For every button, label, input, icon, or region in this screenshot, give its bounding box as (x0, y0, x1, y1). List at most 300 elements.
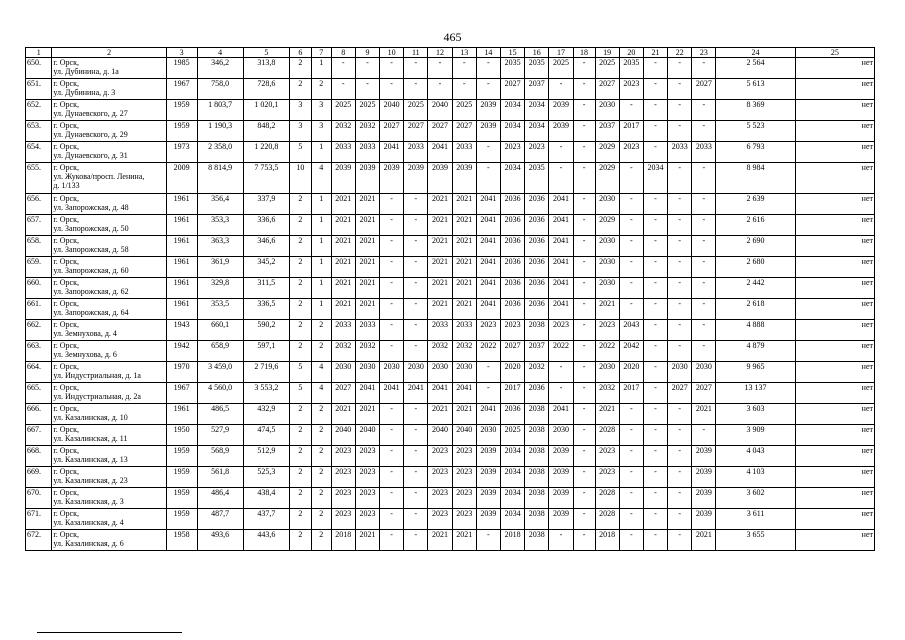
table-cell: - (404, 215, 428, 236)
table-cell: 2042 (619, 341, 643, 362)
address-line: г. Орск, (53, 446, 79, 455)
table-cell: 2039 (355, 163, 379, 194)
table-cell: 353,5 (197, 299, 243, 320)
table-cell: - (619, 299, 643, 320)
table-cell: 2027 (452, 121, 476, 142)
table-cell: - (331, 58, 355, 79)
table-cell: 590,2 (243, 320, 289, 341)
table-cell: 2023 (619, 79, 643, 100)
table-cell: 2036 (525, 299, 549, 320)
table-cell: - (380, 194, 404, 215)
table-cell: 2021 (355, 194, 379, 215)
table-cell: - (573, 446, 595, 467)
table-cell: - (643, 383, 667, 404)
table-cell: 2021 (331, 215, 355, 236)
table-cell: 2033 (452, 320, 476, 341)
table-cell: 2022 (595, 341, 619, 362)
table-row (26, 488, 875, 509)
table-cell: 2023 (331, 488, 355, 509)
table-cell: - (549, 530, 573, 551)
table-cell: 2033 (355, 320, 379, 341)
table-cell: 2041 (404, 383, 428, 404)
table-cell: 2021 (428, 278, 452, 299)
table-cell: 2034 (500, 467, 524, 488)
table-cell: - (668, 509, 692, 530)
table-cell: 2040 (428, 425, 452, 446)
table-cell: - (452, 58, 476, 79)
table-cell: 2023 (452, 488, 476, 509)
table-cell: 2021 (595, 299, 619, 320)
table-cell: 2029 (595, 163, 619, 194)
table-cell: 2 (289, 341, 311, 362)
table-row (26, 299, 875, 320)
table-cell: - (668, 58, 692, 79)
address-line: г. Орск, (53, 58, 79, 67)
table-cell: 2036 (500, 194, 524, 215)
table-cell: - (643, 58, 667, 79)
table-cell: 2 (311, 79, 331, 100)
table-cell: 1 (311, 278, 331, 299)
table-cell: - (692, 58, 716, 79)
table-row (26, 362, 875, 383)
table-cell: 2023 (355, 509, 379, 530)
table-row (26, 163, 875, 194)
table-cell: 2021 (428, 530, 452, 551)
table-cell: - (619, 488, 643, 509)
table-cell: 3 (311, 121, 331, 142)
table-cell: 2033 (355, 142, 379, 163)
table-cell: 2033 (452, 142, 476, 163)
row-number: 660. (26, 278, 52, 299)
table-cell: 2027 (668, 383, 692, 404)
table-cell: - (619, 236, 643, 257)
table-cell: - (380, 467, 404, 488)
table-cell: 2038 (525, 509, 549, 530)
table-cell: 2 358,0 (197, 142, 243, 163)
address-line: ул. Дунаевского, д. 29 (53, 130, 128, 139)
table-cell: 527,9 (197, 425, 243, 446)
table-cell: - (573, 142, 595, 163)
table-cell: 1958 (166, 530, 197, 551)
table-cell: нет (795, 236, 874, 257)
table-cell: 2030 (595, 236, 619, 257)
table-cell: 5 (289, 142, 311, 163)
table-cell: - (692, 215, 716, 236)
table-cell: 486,5 (197, 404, 243, 425)
table-cell: 2039 (549, 467, 573, 488)
table-cell: 2017 (619, 121, 643, 142)
table-cell: - (668, 404, 692, 425)
table-cell: - (549, 163, 573, 194)
table-cell: 2033 (331, 142, 355, 163)
address-cell (52, 467, 166, 488)
table-cell: - (643, 215, 667, 236)
address-line: г. Орск, (53, 194, 79, 203)
table-cell: 2039 (476, 446, 500, 467)
table-cell: 2 639 (716, 194, 795, 215)
table-cell: 2038 (525, 446, 549, 467)
table-cell: - (476, 142, 500, 163)
address-line: г. Орск, (53, 341, 79, 350)
table-cell: - (692, 100, 716, 121)
address-cell (52, 121, 166, 142)
table-cell: - (573, 320, 595, 341)
table-cell: - (380, 341, 404, 362)
table-cell: - (404, 320, 428, 341)
column-header: 9 (355, 48, 379, 58)
table-cell: 2033 (331, 320, 355, 341)
address-line: г. Орск, (53, 530, 79, 539)
address-line: г. Орск, (53, 257, 79, 266)
table-cell: 2030 (595, 194, 619, 215)
table-row (26, 425, 875, 446)
table-cell: 2041 (355, 383, 379, 404)
column-header: 12 (428, 48, 452, 58)
table-cell: 363,3 (197, 236, 243, 257)
table-cell: 2041 (380, 142, 404, 163)
table-cell: 487,7 (197, 509, 243, 530)
table-cell: 2035 (500, 58, 524, 79)
table-cell: - (668, 100, 692, 121)
row-number: 668. (26, 446, 52, 467)
column-header: 13 (452, 48, 476, 58)
table-cell: 2040 (331, 425, 355, 446)
table-cell: 2025 (549, 58, 573, 79)
table-cell: - (668, 278, 692, 299)
table-cell: 2035 (525, 163, 549, 194)
table-cell: - (573, 299, 595, 320)
address-cell (52, 236, 166, 257)
table-cell: 2009 (166, 163, 197, 194)
table-cell: 2027 (380, 121, 404, 142)
table-cell: 2023 (595, 320, 619, 341)
column-header: 18 (573, 48, 595, 58)
column-header: 17 (549, 48, 573, 58)
address-line: ул. Запорожская, д. 58 (53, 245, 129, 254)
table-cell: 2021 (331, 404, 355, 425)
table-cell: 2 (289, 404, 311, 425)
table-cell: - (380, 530, 404, 551)
table-cell: 2027 (404, 121, 428, 142)
table-cell: 4 888 (716, 320, 795, 341)
table-cell: - (668, 79, 692, 100)
table-cell: 2 (311, 425, 331, 446)
table-cell: 5 (289, 362, 311, 383)
table-cell: 1970 (166, 362, 197, 383)
row-number: 661. (26, 299, 52, 320)
address-line: г. Орск, (53, 278, 79, 287)
table-cell: - (573, 278, 595, 299)
table-cell: 1959 (166, 467, 197, 488)
table-cell: 438,4 (243, 488, 289, 509)
table-cell: 361,9 (197, 257, 243, 278)
table-cell: 336,5 (243, 299, 289, 320)
table-cell: - (619, 425, 643, 446)
table-cell: 2040 (380, 100, 404, 121)
table-cell: 2036 (500, 299, 524, 320)
table-cell: 2038 (525, 530, 549, 551)
table-cell: 2021 (331, 194, 355, 215)
table-cell: 2039 (476, 488, 500, 509)
table-cell: 2041 (549, 215, 573, 236)
address-line: ул. Дубинина, д. 1а (53, 67, 119, 76)
table-cell: 2023 (452, 446, 476, 467)
row-number: 662. (26, 320, 52, 341)
table-cell: 6 793 (716, 142, 795, 163)
table-cell: - (668, 215, 692, 236)
table-cell: 2037 (525, 79, 549, 100)
table-cell: 8 814,9 (197, 163, 243, 194)
table-cell: 2039 (331, 163, 355, 194)
table-cell: 2023 (428, 446, 452, 467)
table-cell: 2039 (476, 509, 500, 530)
table-cell: 2 (289, 299, 311, 320)
table-cell: 597,1 (243, 341, 289, 362)
row-number: 665. (26, 383, 52, 404)
table-cell: 313,8 (243, 58, 289, 79)
table-cell: 2039 (692, 467, 716, 488)
table-row (26, 278, 875, 299)
address-cell (52, 383, 166, 404)
table-cell: 2 (289, 488, 311, 509)
table-cell: - (668, 121, 692, 142)
table-cell: 2 (289, 79, 311, 100)
table-row (26, 341, 875, 362)
column-header: 11 (404, 48, 428, 58)
table-row (26, 142, 875, 163)
table-cell: - (692, 278, 716, 299)
column-header: 1 (26, 48, 52, 58)
table-cell: 2021 (355, 404, 379, 425)
table-cell: 1959 (166, 509, 197, 530)
table-cell: - (404, 425, 428, 446)
table-cell: 2 (289, 467, 311, 488)
table-cell: 1961 (166, 257, 197, 278)
table-cell: 2023 (355, 488, 379, 509)
table-cell: 2041 (476, 299, 500, 320)
table-cell: - (668, 467, 692, 488)
table-cell: 2021 (428, 299, 452, 320)
address-line: ул. Казалинская, д. 11 (53, 434, 128, 443)
table-cell: 3 (289, 121, 311, 142)
table-cell: 2041 (476, 257, 500, 278)
table-cell: - (549, 362, 573, 383)
table-cell: 1973 (166, 142, 197, 163)
table-cell: 311,5 (243, 278, 289, 299)
table-cell: 346,2 (197, 58, 243, 79)
table-cell: 2023 (549, 320, 573, 341)
table-cell: 1 190,3 (197, 121, 243, 142)
table-cell: 2041 (380, 383, 404, 404)
row-number: 653. (26, 121, 52, 142)
table-cell: 2033 (428, 320, 452, 341)
table-cell: 2034 (500, 446, 524, 467)
table-cell: - (428, 79, 452, 100)
address-cell (52, 215, 166, 236)
table-row (26, 383, 875, 404)
address-line: д. 1/133 (53, 181, 80, 190)
table-cell: 2022 (549, 341, 573, 362)
table-cell: - (404, 446, 428, 467)
table-cell: - (643, 142, 667, 163)
table-cell: 1959 (166, 488, 197, 509)
table-cell: 2 564 (716, 58, 795, 79)
table-cell: - (692, 299, 716, 320)
table-cell: нет (795, 278, 874, 299)
table-cell: нет (795, 194, 874, 215)
table-cell: 2021 (355, 299, 379, 320)
table-cell: - (476, 362, 500, 383)
address-line: ул. Запорожская, д. 62 (53, 287, 129, 296)
table-cell: 2023 (428, 509, 452, 530)
table-cell: нет (795, 509, 874, 530)
table-cell: 2025 (452, 100, 476, 121)
table-cell: 1 220,8 (243, 142, 289, 163)
table-cell: - (643, 236, 667, 257)
table-cell: 2028 (595, 425, 619, 446)
table-cell: 2 (311, 341, 331, 362)
table-cell: 2025 (355, 100, 379, 121)
table-cell: 2023 (525, 142, 549, 163)
row-number: 657. (26, 215, 52, 236)
table-cell: 2032 (428, 341, 452, 362)
address-line: ул. Запорожская, д. 64 (53, 308, 129, 317)
table-cell: - (573, 341, 595, 362)
table-cell: - (643, 425, 667, 446)
address-line: г. Орск, (53, 425, 79, 434)
table-cell: - (573, 121, 595, 142)
table-cell: 7 753,5 (243, 163, 289, 194)
table-cell: 1 (311, 236, 331, 257)
address-cell (52, 320, 166, 341)
address-line: г. Орск, (53, 467, 79, 476)
column-header: 22 (668, 48, 692, 58)
table-cell: - (619, 278, 643, 299)
table-cell: 2034 (643, 163, 667, 194)
table-cell: 1 (311, 58, 331, 79)
address-cell (52, 488, 166, 509)
table-cell: 2023 (500, 320, 524, 341)
table-cell: 2021 (331, 299, 355, 320)
table-cell: 2021 (331, 278, 355, 299)
table-cell: 2039 (549, 100, 573, 121)
table-cell: нет (795, 257, 874, 278)
table-cell: - (573, 236, 595, 257)
table-cell: - (573, 163, 595, 194)
table-cell: 2041 (428, 383, 452, 404)
table-cell: 2 (289, 425, 311, 446)
table-cell: 2034 (500, 509, 524, 530)
table-cell: - (573, 509, 595, 530)
table-cell: нет (795, 142, 874, 163)
table-cell: - (404, 58, 428, 79)
address-line: г. Орск, (53, 163, 79, 172)
table-cell: 1959 (166, 121, 197, 142)
table-cell: 4 (311, 362, 331, 383)
table-cell: - (692, 121, 716, 142)
table-cell: 2 (289, 257, 311, 278)
table-cell: - (643, 320, 667, 341)
address-cell (52, 362, 166, 383)
table-cell: - (428, 58, 452, 79)
column-header: 10 (380, 48, 404, 58)
table-cell: 1 020,1 (243, 100, 289, 121)
table-cell: 1 (311, 257, 331, 278)
column-header: 2 (52, 48, 166, 58)
table-cell: 2021 (355, 530, 379, 551)
table-cell: 2025 (331, 100, 355, 121)
table-cell: 2036 (500, 236, 524, 257)
table-cell: 2023 (355, 467, 379, 488)
table-cell: 1985 (166, 58, 197, 79)
table-cell: - (643, 194, 667, 215)
table-cell: - (619, 100, 643, 121)
table-cell: нет (795, 163, 874, 194)
table-cell: 2041 (549, 236, 573, 257)
table-cell: 4 879 (716, 341, 795, 362)
table-cell: 486,4 (197, 488, 243, 509)
table-cell: 2036 (500, 257, 524, 278)
address-cell (52, 163, 166, 194)
table-cell: - (404, 467, 428, 488)
table-cell: - (692, 320, 716, 341)
table-cell: - (643, 79, 667, 100)
table-cell: 2 (289, 278, 311, 299)
table-cell: 2021 (452, 278, 476, 299)
table-cell: 1961 (166, 236, 197, 257)
table-cell: - (643, 121, 667, 142)
table-cell: - (573, 530, 595, 551)
address-line: г. Орск, (53, 142, 79, 151)
table-cell: 2030 (595, 100, 619, 121)
table-cell: 2041 (476, 278, 500, 299)
table-cell: 2030 (595, 362, 619, 383)
table-cell: 443,6 (243, 530, 289, 551)
table-cell: 1961 (166, 215, 197, 236)
table-cell: 2039 (549, 446, 573, 467)
table-cell: 2038 (525, 320, 549, 341)
table-cell: 2037 (595, 121, 619, 142)
table-cell: 2021 (428, 236, 452, 257)
table-cell: - (380, 58, 404, 79)
table-cell: - (668, 425, 692, 446)
table-cell: 5 (289, 383, 311, 404)
address-line: г. Орск, (53, 299, 79, 308)
table-cell: - (643, 509, 667, 530)
table-row (26, 215, 875, 236)
table-cell: 2 618 (716, 299, 795, 320)
table-cell: 2 (289, 194, 311, 215)
table-cell: 2021 (355, 215, 379, 236)
column-header: 16 (525, 48, 549, 58)
address-line: г. Орск, (53, 404, 79, 413)
column-header: 14 (476, 48, 500, 58)
address-cell (52, 278, 166, 299)
column-header: 25 (795, 48, 874, 58)
column-header: 21 (643, 48, 667, 58)
table-cell: 1961 (166, 404, 197, 425)
address-line: ул. Казалинская, д. 4 (53, 518, 124, 527)
table-cell: 2030 (331, 362, 355, 383)
address-line: ул. Земнухова, д. 4 (53, 329, 117, 338)
table-cell: 1 803,7 (197, 100, 243, 121)
table-cell: - (668, 194, 692, 215)
address-cell (52, 194, 166, 215)
table-cell: 2 (311, 509, 331, 530)
table-cell: - (380, 299, 404, 320)
table-cell: - (380, 509, 404, 530)
table-cell: - (549, 79, 573, 100)
